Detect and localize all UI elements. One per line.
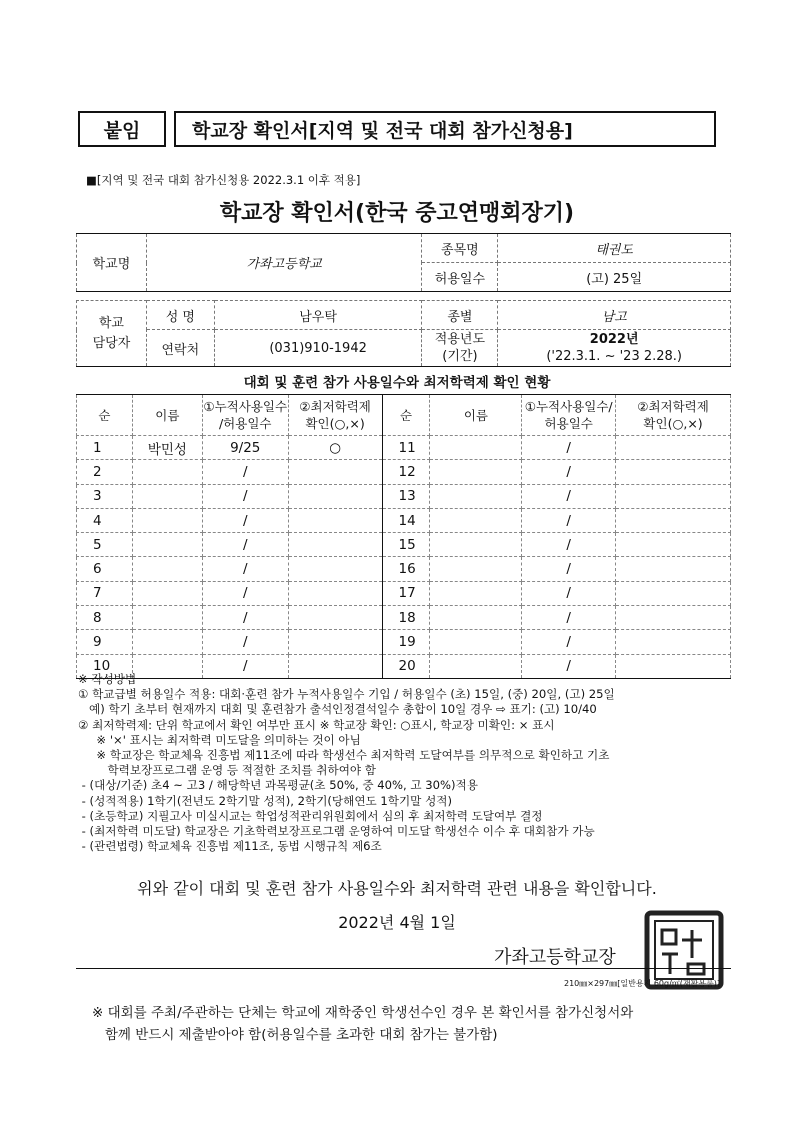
- note-line: 예) 학기 초부터 현재까지 대회 및 훈련참가 출석인정결석일수 총합이 10일 경우 ⇨ 표기: (고) 10/40: [78, 702, 597, 717]
- row-days-right: /: [522, 460, 616, 484]
- row-no: 1: [77, 436, 133, 460]
- table-row: [77, 581, 731, 605]
- manager-label-line2: 담당자: [92, 335, 131, 351]
- table-row: [77, 606, 731, 630]
- row-grade: [288, 630, 382, 654]
- col-grade-right-line2: 확인(○,×): [643, 416, 703, 431]
- row-days: 9/25: [202, 436, 288, 460]
- note-line: 학력보장프로그램 운영 등 적절한 조치를 취하여야 함: [78, 763, 376, 778]
- name-label: 성 명: [146, 301, 214, 330]
- row-name-right: [430, 460, 522, 484]
- col-days-right-line2: 허용일수: [544, 416, 593, 431]
- row-no: 5: [77, 533, 133, 557]
- row-grade-right: [616, 533, 731, 557]
- contact-label: 연락처: [146, 330, 214, 367]
- row-grade: [288, 533, 382, 557]
- row-name: [132, 460, 202, 484]
- row-days-right: /: [522, 630, 616, 654]
- table-row: [77, 557, 731, 581]
- sport-value: 태권도: [498, 234, 731, 263]
- contact-value: (031)910-1942: [214, 330, 422, 367]
- year-label-line1: 적용년도: [434, 332, 485, 347]
- row-grade-right: [616, 460, 731, 484]
- col-grade: [288, 395, 382, 436]
- row-name: [132, 630, 202, 654]
- row-days-right: /: [522, 484, 616, 508]
- note-line: ※ 학교장은 학교체육 진흥법 제11조에 따라 학생선수 최저학력 도달여부를 의무적으로 확인하고 기초: [78, 748, 610, 763]
- col-name-right: 이름: [430, 395, 522, 436]
- table-row: [77, 630, 731, 654]
- table-row: [77, 508, 731, 532]
- row-grade: ○: [288, 436, 382, 460]
- row-days-right: /: [522, 533, 616, 557]
- row-no-right: 13: [382, 484, 430, 508]
- row-name-right: [430, 484, 522, 508]
- gender-label: 종별: [422, 301, 498, 330]
- row-days: /: [202, 460, 288, 484]
- row-days-right: /: [522, 436, 616, 460]
- row-no-right: 14: [382, 508, 430, 532]
- row-no-right: 18: [382, 606, 430, 630]
- principal-signature: 가좌고등학교장: [494, 947, 616, 968]
- row-name: [132, 484, 202, 508]
- athlete-table: [76, 394, 731, 679]
- row-name: [132, 557, 202, 581]
- note-line: - (관련법령) 학교체육 진흥법 제11조, 동법 시행규칙 제6조: [78, 839, 382, 854]
- year-value: [498, 330, 731, 367]
- year-value-line1: 2022년: [589, 332, 639, 347]
- row-days: /: [202, 581, 288, 605]
- row-grade-right: [616, 484, 731, 508]
- row-days: /: [202, 533, 288, 557]
- col-days-line1: ①누적사용일수: [203, 399, 288, 414]
- row-grade: [288, 460, 382, 484]
- row-name-right: [430, 557, 522, 581]
- row-days-right: /: [522, 557, 616, 581]
- row-no: 8: [77, 606, 133, 630]
- col-grade-right: [616, 395, 731, 436]
- document-type-title: 학교장 확인서[지역 및 전국 대회 참가신청용]: [174, 111, 716, 147]
- col-days-right-line1: ①누적사용일수/: [524, 399, 613, 414]
- writing-instructions: [78, 672, 746, 854]
- note-line: ※ '×' 표시는 최저학력 미도달을 의미하는 것이 아님: [78, 732, 361, 747]
- note-line: - (초등학교) 지필고사 미실시교는 학업성적관리위원회에서 심의 후 최저학력 도달여부 결정: [78, 808, 543, 823]
- row-grade-right: [616, 606, 731, 630]
- row-no: 4: [77, 508, 133, 532]
- row-grade-right: [616, 557, 731, 581]
- table-row: [77, 436, 731, 460]
- col-days-line2: /허용일수: [218, 416, 272, 431]
- row-name-right: [430, 606, 522, 630]
- row-grade-right: [616, 508, 731, 532]
- row-days: /: [202, 654, 288, 678]
- allowed-days-value: (고) 25일: [498, 263, 731, 292]
- row-name-right: [430, 436, 522, 460]
- manager-label-line1: 학교: [98, 315, 124, 331]
- row-days-right: /: [522, 581, 616, 605]
- note-line: - (대상/기준) 초4 ~ 고3 / 해당학년 과목평균(초 50%, 중 40%, 고 30%)적용: [78, 778, 478, 793]
- row-name: 박민성: [132, 436, 202, 460]
- submission-notice: [92, 1002, 732, 1046]
- row-no-right: 15: [382, 533, 430, 557]
- col-grade-line1: ②최저학력제: [299, 399, 371, 414]
- row-no-right: 12: [382, 460, 430, 484]
- submission-notice-line2: 함께 반드시 제출받아야 함(허용일수를 초과한 대회 참가는 불가함): [92, 1027, 498, 1043]
- year-label: [422, 330, 498, 367]
- row-days: /: [202, 630, 288, 654]
- row-name: [132, 533, 202, 557]
- row-name-right: [430, 533, 522, 557]
- row-no-right: 11: [382, 436, 430, 460]
- row-no: 2: [77, 460, 133, 484]
- row-grade: [288, 581, 382, 605]
- sport-label: 종목명: [422, 234, 498, 263]
- row-days-right: /: [522, 654, 616, 678]
- row-name-right: [430, 581, 522, 605]
- allowed-days-label: 허용일수: [422, 263, 498, 292]
- table-row: [77, 533, 731, 557]
- note-line: - (성적적용) 1학기(전년도 2학기말 성적), 2학기(당해연도 1학기말 성적): [78, 793, 452, 808]
- applicability-notice: ■[지역 및 전국 대회 참가신청용 2022.3.1 이후 적용]: [86, 173, 361, 187]
- col-name: 이름: [132, 395, 202, 436]
- info-table: [76, 233, 731, 367]
- note-line: ② 최저학력제: 단위 학교에서 확인 여부만 표시 ※ 학교장 확인: ○표시, 학교장 미확인: × 표시: [78, 717, 555, 732]
- col-no-right: 순: [382, 395, 430, 436]
- row-days: /: [202, 606, 288, 630]
- year-value-line2: ('22.3.1. ~ '23 2.28.): [546, 349, 682, 364]
- col-grade-line2: 확인(○,×): [305, 416, 365, 431]
- divider: [76, 968, 731, 969]
- submission-notice-line1: ※ 대회를 주최/주관하는 단체는 학교에 재학중인 학생선수인 경우 본 확인서를 참가신청서와: [92, 1005, 634, 1021]
- row-name-right: [430, 630, 522, 654]
- row-days-right: /: [522, 508, 616, 532]
- row-no-right: 16: [382, 557, 430, 581]
- row-grade: [288, 606, 382, 630]
- col-days-right: [522, 395, 616, 436]
- row-days: /: [202, 484, 288, 508]
- school-label: 학교명: [77, 234, 147, 292]
- row-grade: [288, 557, 382, 581]
- row-days: /: [202, 557, 288, 581]
- row-days-right: /: [522, 606, 616, 630]
- row-no-right: 17: [382, 581, 430, 605]
- col-grade-right-line1: ②최저학력제: [637, 399, 709, 414]
- gender-value: 남고: [498, 301, 731, 330]
- col-days: [202, 395, 288, 436]
- year-label-line2: (기간): [442, 349, 478, 364]
- table-row: [77, 460, 731, 484]
- name-value: 남우탁: [214, 301, 422, 330]
- paper-spec: 210㎜×297㎜[일반용지 60g/㎡(재활용품)]: [564, 979, 721, 988]
- section-subtitle: 대회 및 훈련 참가 사용일수와 최저학력제 확인 현황: [243, 375, 551, 391]
- manager-label: [77, 301, 147, 367]
- note-line: ※ 작성방법: [78, 672, 137, 686]
- row-no: 6: [77, 557, 133, 581]
- row-no: 9: [77, 630, 133, 654]
- note-line: - (최저학력 미도달) 학교장은 기초학력보장프로그램 운영하여 미도달 학생선수 이수 후 대회참가 가능: [78, 824, 595, 839]
- row-grade: [288, 484, 382, 508]
- row-no: 3: [77, 484, 133, 508]
- issue-date: 2022년 4월 1일: [338, 913, 456, 932]
- row-no-right: 20: [382, 654, 430, 678]
- row-grade-right: [616, 581, 731, 605]
- col-no: 순: [77, 395, 133, 436]
- row-grade-right: [616, 436, 731, 460]
- row-no: 7: [77, 581, 133, 605]
- table-row: [77, 484, 731, 508]
- row-name: [132, 581, 202, 605]
- row-name: [132, 606, 202, 630]
- attachment-label: 붙임: [78, 111, 166, 147]
- school-value: 가좌고등학교: [146, 234, 422, 292]
- row-grade: [288, 508, 382, 532]
- row-days: /: [202, 508, 288, 532]
- row-grade-right: [616, 630, 731, 654]
- row-no-right: 19: [382, 630, 430, 654]
- page-title: 학교장 확인서(한국 중고연맹회장기): [219, 201, 575, 226]
- confirmation-statement: 위와 같이 대회 및 훈련 참가 사용일수와 최저학력 관련 내용을 확인합니다.: [137, 879, 657, 898]
- row-name: [132, 508, 202, 532]
- row-no: 10: [77, 654, 133, 678]
- row-name-right: [430, 508, 522, 532]
- note-line: ① 학교급별 허용일수 적용: 대회·훈련 참가 누적사용일수 기입 / 허용일수 (초) 15일, (중) 20일, (고) 25일: [78, 687, 615, 702]
